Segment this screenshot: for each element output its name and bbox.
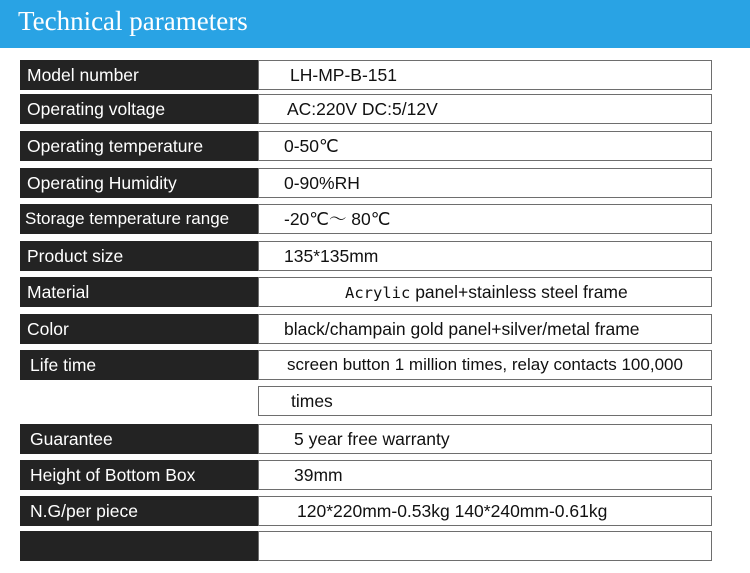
spec-row-product-size — [20, 241, 712, 271]
spec-label: Model number — [20, 60, 258, 90]
spec-label: Guarantee — [20, 424, 258, 454]
spec-row-operating-humidity — [20, 168, 712, 198]
spec-label: Operating temperature — [20, 131, 258, 161]
spec-value: 0-50℃ — [258, 131, 712, 161]
spec-row-color — [20, 314, 712, 344]
spec-label: Material — [20, 277, 258, 307]
spec-value-material-rest: panel+stainless steel frame — [410, 282, 628, 302]
spec-value-material-word: Acrylic — [345, 284, 411, 302]
spec-row-life-time — [20, 350, 712, 380]
spec-label: Life time — [20, 350, 258, 380]
spec-label: Storage temperature range — [20, 204, 258, 234]
spec-label — [20, 531, 258, 561]
spec-row-height-bottom-box — [20, 460, 712, 490]
spec-value: 120*220mm-0.53kg 140*240mm-0.61kg — [258, 496, 712, 526]
spec-value: 5 year free warranty — [258, 424, 712, 454]
spec-value: 39mm — [258, 460, 712, 490]
spec-value: screen button 1 million times, relay contacts 100,000 — [258, 350, 712, 380]
spec-label-empty — [20, 386, 258, 416]
spec-label: Height of Bottom Box — [20, 460, 258, 490]
spec-value — [258, 531, 712, 561]
spec-row-storage-temperature — [20, 204, 712, 234]
spec-row-material — [20, 277, 712, 307]
spec-row-life-time-continued — [20, 386, 712, 416]
spec-value: AC:220V DC:5/12V — [258, 94, 712, 124]
spec-row-net-weight — [20, 496, 712, 526]
spec-label: Operating voltage — [20, 94, 258, 124]
spec-row-guarantee — [20, 424, 712, 454]
spec-value: times — [258, 386, 712, 416]
spec-label: Product size — [20, 241, 258, 271]
header-banner — [0, 0, 750, 48]
page-title: Technical parameters — [18, 6, 248, 36]
spec-row-empty — [20, 531, 712, 561]
spec-row-operating-voltage — [20, 94, 712, 124]
spec-label: N.G/per piece — [20, 496, 258, 526]
spec-value — [258, 277, 712, 307]
spec-value: LH-MP-B-151 — [258, 60, 712, 90]
spec-row-model-number — [20, 60, 712, 90]
spec-value: 135*135mm — [258, 241, 712, 271]
spec-value: -20℃～ 80℃ — [258, 204, 712, 234]
spec-label: Operating Humidity — [20, 168, 258, 198]
spec-row-operating-temperature — [20, 131, 712, 161]
spec-value: 0-90%RH — [258, 168, 712, 198]
spec-label: Color — [20, 314, 258, 344]
spec-value: black/champain gold panel+silver/metal frame — [258, 314, 712, 344]
